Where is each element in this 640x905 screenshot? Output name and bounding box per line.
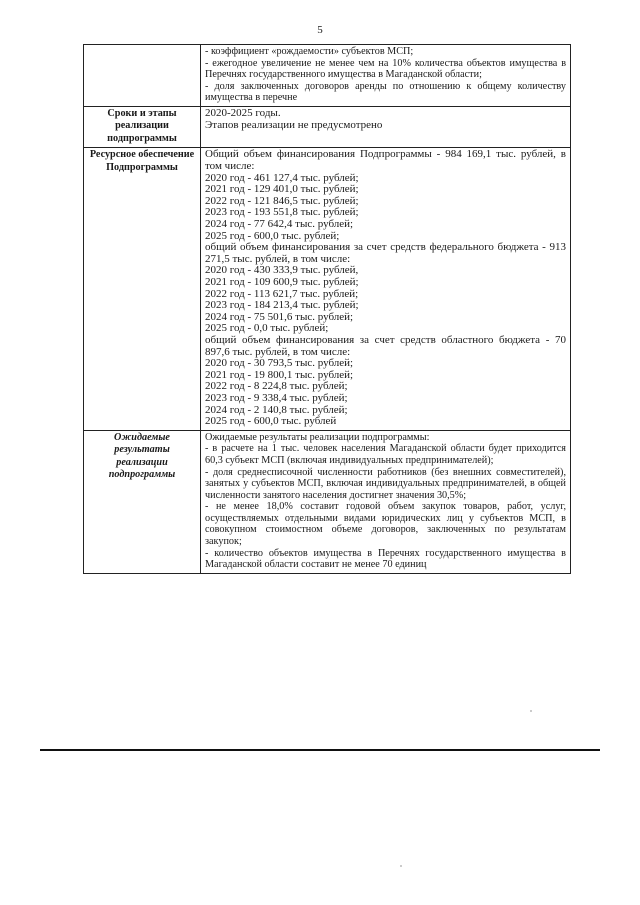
table-row	[84, 106, 571, 148]
list-item: 2021 год - 129 401,0 тыс. рублей;	[205, 183, 359, 196]
list-item: общий объем финансирования за счет средств федерального бюджета - 913 271,5 тыс. рублей, в том числе:	[205, 241, 566, 265]
footer-divider	[40, 749, 600, 751]
list-item: 2025 год - 0,0 тыс. рублей;	[205, 322, 329, 335]
list-item: 2023 год - 193 551,8 тыс. рублей;	[205, 206, 359, 219]
list-item: 2023 год - 9 338,4 тыс. рублей;	[205, 391, 348, 404]
list-item: - коэффициент «рождаемости» субъектов МСП;	[205, 46, 414, 57]
row-label-empty	[84, 45, 201, 107]
list-item: 2022 год - 113 621,7 тыс. рублей;	[205, 287, 359, 300]
row-label-terms: Сроки и этапы реализации подпрограммы	[84, 106, 201, 148]
table-row	[84, 148, 571, 430]
list-item: Этапов реализации не предусмотрено	[205, 118, 383, 131]
list-item: 2023 год - 184 213,4 тыс. рублей;	[205, 299, 359, 312]
list-item: - ежегодное увеличение не менее чем на 10% количества объектов имущества в Перечнях государственного имущества в Магаданской области;	[205, 57, 566, 81]
page-number: 5	[317, 24, 323, 36]
list-item: 2021 год - 19 800,1 тыс. рублей;	[205, 368, 354, 381]
row-label-resources: Ресурсное обеспечение Подпрограммы	[84, 148, 201, 430]
list-item: общий объем финансирования за счет средств областного бюджета - 70 897,6 тыс. рублей, в том числе:	[205, 333, 566, 358]
list-item: - доля заключенных договоров аренды по отношению к общему количеству имущества в перечне	[205, 80, 566, 104]
list-item: 2020 год - 461 127,4 тыс. рублей;	[205, 171, 359, 184]
list-item: Ожидаемые результаты реализации подпрограммы:	[205, 431, 430, 443]
list-item: Общий объем финансирования Подпрограммы - 984 169,1 тыс. рублей, в том числе:	[205, 148, 566, 173]
subprogram-passport-table	[83, 44, 571, 574]
list-item: 2022 год - 121 846,5 тыс. рублей;	[205, 194, 359, 207]
scan-artifact	[400, 865, 402, 867]
list-item: 2025 год - 600,0 тыс. рублей	[205, 415, 337, 428]
table-row	[84, 430, 571, 573]
list-item: 2020 год - 30 793,5 тыс. рублей;	[205, 357, 354, 370]
list-item: 2025 год - 600,0 тыс. рублей;	[205, 229, 340, 242]
list-item: 2024 год - 77 642,4 тыс. рублей;	[205, 218, 354, 231]
row-label-expected-results: Ожидаемые результаты реализации подпрограммы	[84, 430, 201, 573]
list-item: 2020-2025 годы.	[205, 106, 281, 119]
list-item: 2022 год - 8 224,8 тыс. рублей;	[205, 380, 348, 393]
list-item: - количество объектов имущества в Перечнях государственного имущества в Магаданской области составит не менее 70 единиц	[205, 547, 566, 571]
terms-cell	[201, 106, 571, 148]
table-row	[84, 45, 571, 107]
resources-cell	[201, 148, 571, 430]
list-item: 2024 год - 2 140,8 тыс. рублей;	[205, 403, 348, 416]
list-item: 2024 год - 75 501,6 тыс. рублей;	[205, 310, 354, 323]
list-item: 2020 год - 430 333,9 тыс. рублей,	[205, 264, 359, 277]
indicators-cell	[201, 45, 571, 107]
scan-artifact	[530, 710, 532, 712]
list-item: - в расчете на 1 тыс. человек населения Магаданской области будет приходится 60,3 субъект МСП (включая индивидуальных предпринимателей);	[205, 443, 566, 466]
list-item: 2021 год - 109 600,9 тыс. рублей;	[205, 276, 359, 288]
expected-results-cell	[201, 430, 571, 573]
list-item: - доля среднесписочной численности работников (без внешних совместителей), занятых у субъектов МСП, включая индивидуальных предпринимателей, в общей численности занятого населения достигнет значения 30,5%;	[205, 466, 566, 501]
list-item: - не менее 18,0% составит годовой объем закупок товаров, работ, услуг, осуществляемых отдельными видами юридических лиц у субъектов МСП, в совокупном стоимостном объеме договоров, заключенных по результатам закупок;	[205, 501, 566, 548]
